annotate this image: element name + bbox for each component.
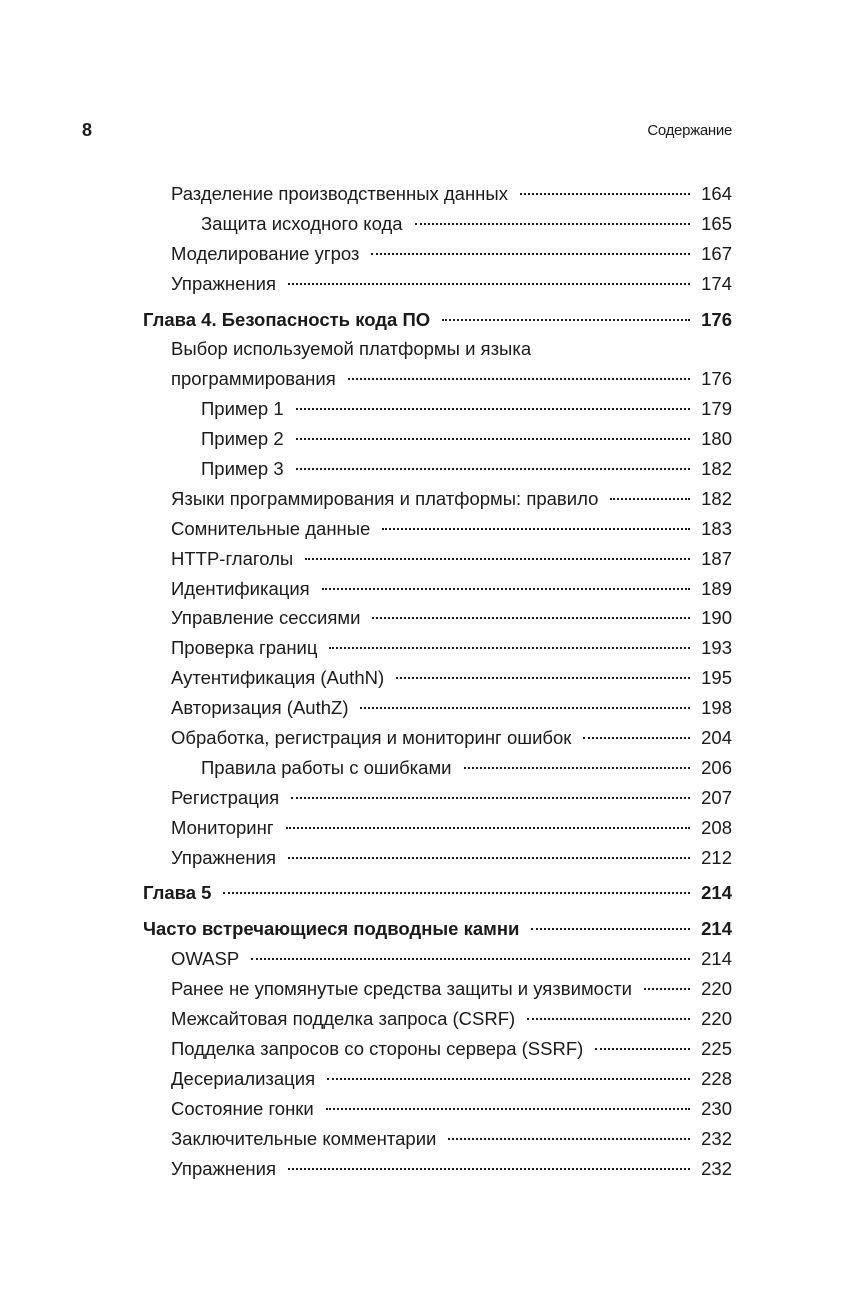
toc-entry bbox=[0, 1004, 844, 1034]
toc-entry-page: 193 bbox=[701, 637, 732, 659]
toc-entry-page: 214 bbox=[701, 918, 732, 940]
toc-entry-page: 167 bbox=[701, 242, 732, 264]
toc-entry-title: Заключительные комментарии bbox=[171, 1127, 437, 1149]
dot-leader bbox=[644, 988, 690, 990]
table-of-contents bbox=[0, 179, 844, 1183]
toc-entry-page: 198 bbox=[701, 697, 732, 719]
toc-entry-title: Состояние гонки bbox=[171, 1097, 314, 1119]
toc-line bbox=[171, 1034, 732, 1064]
toc-entry-title: Ранее не упомянутые средства защиты и уязвимости bbox=[171, 978, 633, 1000]
toc-entry-page: 220 bbox=[701, 1008, 732, 1030]
dot-leader bbox=[288, 857, 690, 859]
toc-chapter-entry bbox=[0, 914, 844, 944]
toc-entry-page: 230 bbox=[701, 1097, 732, 1119]
toc-entry bbox=[0, 394, 844, 424]
page-number: 8 bbox=[82, 120, 93, 140]
toc-line bbox=[201, 424, 732, 454]
dot-leader bbox=[372, 617, 690, 619]
toc-entry-page: 228 bbox=[701, 1067, 732, 1089]
dot-leader bbox=[291, 797, 690, 799]
toc-entry bbox=[0, 334, 844, 364]
dot-leader bbox=[382, 528, 690, 530]
toc-line bbox=[201, 454, 732, 484]
toc-entry-page: 189 bbox=[701, 577, 732, 599]
toc-line bbox=[171, 484, 732, 514]
toc-line bbox=[201, 209, 732, 239]
dot-leader bbox=[286, 827, 690, 829]
toc-line bbox=[143, 878, 732, 908]
toc-entry bbox=[0, 424, 844, 454]
toc-entry-title: Правила работы с ошибками bbox=[201, 756, 452, 778]
dot-leader bbox=[296, 468, 690, 470]
toc-entry-page: 190 bbox=[701, 607, 732, 629]
toc-entry-title: Регистрация bbox=[171, 786, 280, 808]
toc-entry-page: 232 bbox=[701, 1157, 732, 1179]
toc-entry bbox=[0, 514, 844, 544]
toc-line bbox=[171, 574, 732, 604]
toc-entry bbox=[0, 179, 844, 209]
toc-entry bbox=[0, 633, 844, 663]
toc-line bbox=[171, 1124, 732, 1154]
toc-entry-title: Глава 4. Безопасность кода ПО bbox=[143, 308, 431, 330]
toc-entry-title: Аутентификация (AuthN) bbox=[171, 667, 385, 689]
toc-entry-page: 206 bbox=[701, 756, 732, 778]
toc-entry bbox=[0, 753, 844, 783]
dot-leader bbox=[415, 223, 690, 225]
toc-line bbox=[171, 1154, 732, 1184]
toc-entry-title: Идентификация bbox=[171, 577, 310, 599]
dot-leader bbox=[520, 193, 690, 195]
dot-leader bbox=[223, 892, 690, 894]
toc-entry-title: Мониторинг bbox=[171, 816, 274, 838]
toc-entry-page: 182 bbox=[701, 458, 732, 480]
toc-entry-title: HTTP-глаголы bbox=[171, 547, 294, 569]
dot-leader bbox=[448, 1138, 690, 1140]
dot-leader bbox=[251, 958, 690, 960]
dot-leader bbox=[583, 737, 690, 739]
toc-line bbox=[201, 394, 732, 424]
toc-line bbox=[143, 305, 732, 335]
toc-line bbox=[171, 693, 732, 723]
toc-entry bbox=[0, 783, 844, 813]
toc-line bbox=[171, 783, 732, 813]
toc-line bbox=[201, 753, 732, 783]
toc-entry-title: Глава 5 bbox=[143, 882, 212, 904]
toc-entry bbox=[0, 544, 844, 574]
toc-entry-page: 208 bbox=[701, 816, 732, 838]
dot-leader bbox=[442, 319, 690, 321]
toc-line bbox=[171, 813, 732, 843]
toc-entry bbox=[0, 454, 844, 484]
toc-entry-title: Проверка границ bbox=[171, 637, 318, 659]
toc-line bbox=[171, 633, 732, 663]
dot-leader bbox=[396, 677, 690, 679]
toc-entry-title: Пример 3 bbox=[201, 458, 284, 480]
toc-entry-page: 179 bbox=[701, 398, 732, 420]
dot-leader bbox=[326, 1108, 690, 1110]
dot-leader bbox=[360, 707, 690, 709]
toc-line bbox=[171, 514, 732, 544]
toc-entry-page: 165 bbox=[701, 212, 732, 234]
toc-entry-page: 225 bbox=[701, 1037, 732, 1059]
dot-leader bbox=[348, 378, 690, 380]
toc-line bbox=[171, 1094, 732, 1124]
toc-entry-title: Упражнения bbox=[171, 846, 276, 868]
toc-line bbox=[171, 663, 732, 693]
toc-entry-title: Авторизация (AuthZ) bbox=[171, 697, 349, 719]
toc-entry bbox=[0, 813, 844, 843]
toc-entry bbox=[0, 209, 844, 239]
page-header bbox=[82, 120, 732, 144]
toc-entry bbox=[0, 1094, 844, 1124]
toc-line bbox=[171, 603, 732, 633]
toc-entry-title: Защита исходного кода bbox=[201, 212, 403, 234]
toc-entry-title: Сомнительные данные bbox=[171, 517, 371, 539]
toc-line bbox=[171, 179, 732, 209]
toc-entry-title: Часто встречающиеся подводные камни bbox=[143, 918, 520, 940]
dot-leader bbox=[595, 1048, 690, 1050]
toc-line bbox=[171, 1064, 732, 1094]
dot-leader bbox=[531, 928, 690, 930]
toc-entry bbox=[0, 484, 844, 514]
dot-leader bbox=[296, 408, 690, 410]
toc-entry-title: Пример 1 bbox=[201, 398, 284, 420]
toc-entry-page: 204 bbox=[701, 727, 732, 749]
toc-line bbox=[171, 974, 732, 1004]
toc-entry bbox=[0, 364, 844, 394]
toc-entry-title: Упражнения bbox=[171, 1157, 276, 1179]
toc-entry bbox=[0, 603, 844, 633]
toc-entry bbox=[0, 1154, 844, 1184]
toc-entry-page: 207 bbox=[701, 786, 732, 808]
toc-entry-title: Разделение производственных данных bbox=[171, 183, 508, 204]
toc-entry-page: 176 bbox=[701, 308, 732, 330]
toc-entry-page: 180 bbox=[701, 428, 732, 450]
toc-line bbox=[143, 914, 732, 944]
toc-entry-page: 220 bbox=[701, 978, 732, 1000]
toc-entry bbox=[0, 944, 844, 974]
toc-entry bbox=[0, 1124, 844, 1154]
dot-leader bbox=[296, 438, 690, 440]
toc-entry-title: Выбор используемой платформы и языка bbox=[171, 338, 532, 360]
toc-line bbox=[171, 544, 732, 574]
dot-leader bbox=[305, 558, 690, 560]
toc-entry bbox=[0, 269, 844, 299]
toc-entry-title: Межсайтовая подделка запроса (CSRF) bbox=[171, 1008, 516, 1030]
dot-leader bbox=[527, 1018, 690, 1020]
toc-line bbox=[171, 1004, 732, 1034]
toc-entry-title: программирования bbox=[171, 368, 336, 390]
toc-entry bbox=[0, 723, 844, 753]
toc-entry-title: OWASP bbox=[171, 948, 240, 970]
toc-entry-page: 182 bbox=[701, 487, 732, 509]
dot-leader bbox=[288, 1168, 690, 1170]
toc-chapter-entry bbox=[0, 878, 844, 908]
toc-chapter-entry bbox=[0, 305, 844, 335]
dot-leader bbox=[371, 253, 690, 255]
toc-entry-page: 174 bbox=[701, 272, 732, 294]
toc-entry-page: 183 bbox=[701, 517, 732, 539]
running-head: Содержание bbox=[647, 122, 732, 139]
toc-line bbox=[171, 944, 732, 974]
toc-entry-page: 187 bbox=[701, 547, 732, 569]
toc-entry-title: Моделирование угроз bbox=[171, 242, 360, 264]
toc-entry-title: Управление сессиями bbox=[171, 607, 361, 629]
toc-entry bbox=[0, 574, 844, 604]
toc-line bbox=[171, 843, 732, 873]
toc-entry bbox=[0, 1064, 844, 1094]
toc-entry-page: 214 bbox=[701, 948, 732, 970]
toc-entry-title: Упражнения bbox=[171, 272, 276, 294]
toc-entry bbox=[0, 239, 844, 269]
toc-line bbox=[171, 334, 732, 364]
toc-entry bbox=[0, 693, 844, 723]
toc-entry-title: Обработка, регистрация и мониторинг ошибок bbox=[171, 727, 572, 749]
dot-leader bbox=[610, 498, 690, 500]
toc-entry-page: 176 bbox=[701, 368, 732, 390]
toc-entry-title: Пример 2 bbox=[201, 428, 284, 450]
dot-leader bbox=[327, 1078, 690, 1080]
toc-entry-page: 195 bbox=[701, 667, 732, 689]
toc-entry bbox=[0, 974, 844, 1004]
toc-entry-title: Десериализация bbox=[171, 1067, 316, 1089]
toc-line bbox=[171, 269, 732, 299]
toc-entry-page: 164 bbox=[701, 183, 732, 204]
toc-entry-page: 232 bbox=[701, 1127, 732, 1149]
toc-entry-page: 212 bbox=[701, 846, 732, 868]
dot-leader bbox=[464, 767, 690, 769]
toc-entry-title: Подделка запросов со стороны сервера (SSRF) bbox=[171, 1037, 584, 1059]
toc-line bbox=[171, 723, 732, 753]
toc-entry bbox=[0, 843, 844, 873]
toc-line bbox=[171, 364, 732, 394]
toc-entry-page: 214 bbox=[701, 882, 732, 904]
toc-line bbox=[171, 239, 732, 269]
toc-entry-title: Языки программирования и платформы: правило bbox=[171, 487, 599, 509]
dot-leader bbox=[329, 647, 690, 649]
dot-leader bbox=[288, 283, 690, 285]
dot-leader bbox=[322, 588, 690, 590]
toc-entry bbox=[0, 663, 844, 693]
toc-entry bbox=[0, 1034, 844, 1064]
